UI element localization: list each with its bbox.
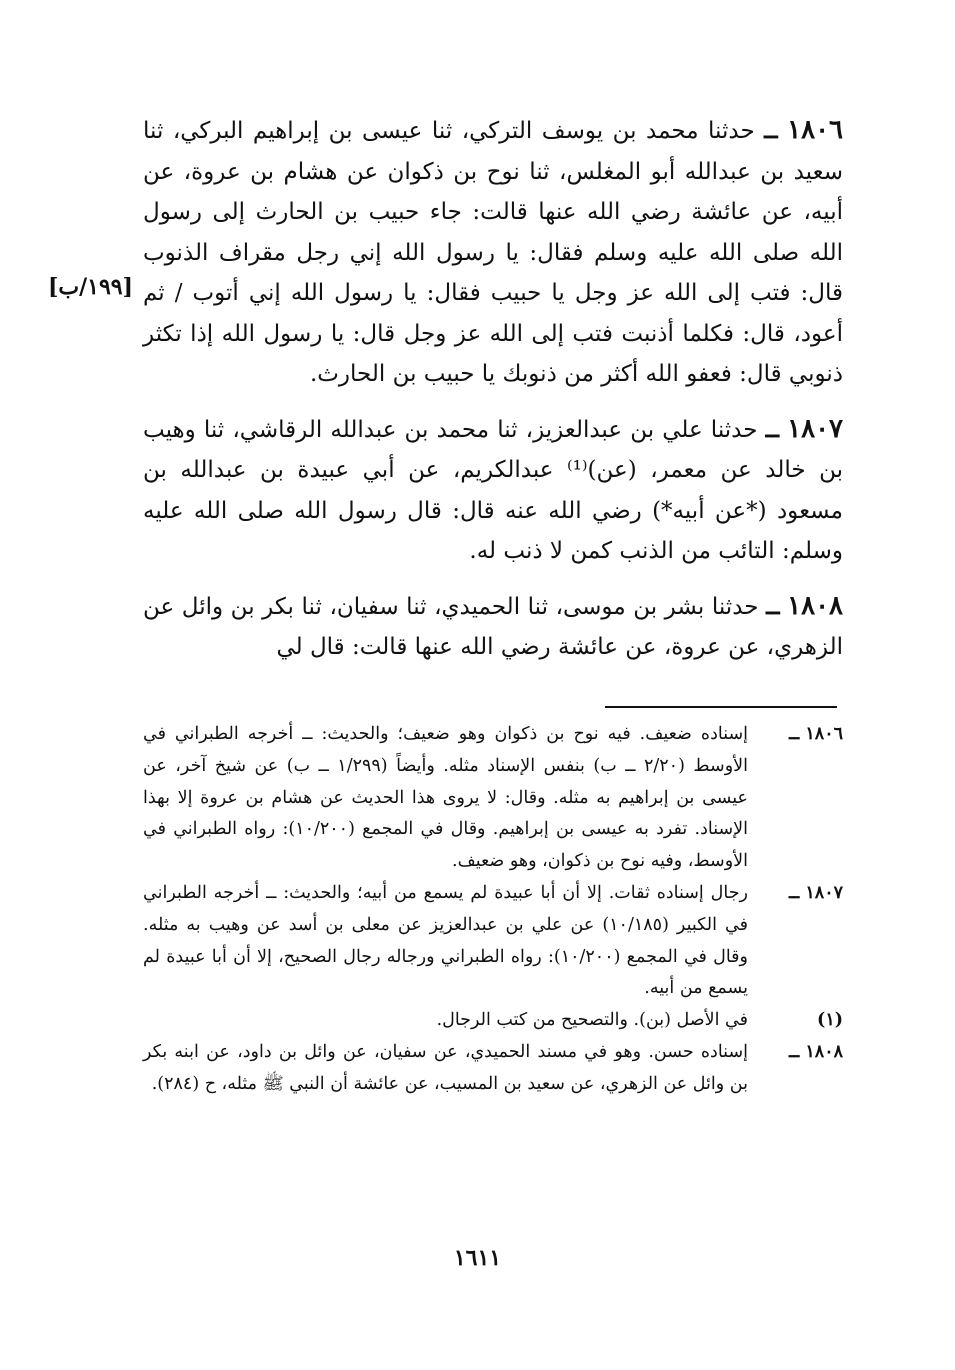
footnote-number: ١٨٠٦ ــ: [789, 724, 843, 744]
footnote-number: ١٨٠٨ ــ: [789, 1041, 843, 1062]
hadith-dash: ــ: [766, 592, 780, 620]
footnote-number: ١٨٠٧ ــ: [789, 882, 843, 903]
footnote-separator: [605, 706, 837, 708]
footnotes: [143, 719, 843, 1101]
hadith-1806: [143, 110, 843, 395]
footnote-1808: [143, 1037, 843, 1101]
page-number: ١٦١١: [453, 1245, 502, 1271]
hadith-number: ١٨٠٧: [787, 413, 844, 444]
folio-mark: [١٩٩/ب]: [48, 274, 134, 300]
footnote-number: (١): [817, 1010, 843, 1031]
main-text: [143, 110, 843, 668]
hadith-1808: [143, 586, 843, 668]
hadith-dash: ــ: [764, 117, 778, 144]
footnote-text: إسناده حسن. وهو في مسند الحميدي، عن سفيان، عن وائل بن داود، عن ابنه بكر بن وائل عن الزهري، عن سعيد بن المسيب، عن عائشة أن النبي ﷺ مثله، ح (٢٨٤).: [143, 1041, 748, 1094]
footnote-text: رجال إسناده ثقات. إلا أن أبا عبيدة لم يسمع من أبيه؛ والحديث: ــ أخرجه الطبراني في الكبير (١٠/١٨٥) عن علي بن عبدالعزيز عن معلى بن أسد عن وهيب به مثله. وقال في المجمع (١٠/٢٠٠): رواه الطبراني ورجاله رجال الصحيح، إلا أن أبا عبيدة لم يسمع من أبيه.: [143, 882, 748, 999]
hadith-number: ١٨٠٦: [787, 115, 844, 145]
footnote-text: إسناده ضعيف. فيه نوح بن ذكوان وهو ضعيف؛ والحديث: ــ أخرجه الطبراني في الأوسط (٢/٢٠ ــ ب) بنفس الإسناد مثله. وأيضاً (١/٢٩٩ ــ ب) عن شيخ آخر، عن عيسى بن إبراهيم به مثله. وقال: لا يروى هذا الحديث عن هشام بن عروة إلا بهذا الإسناد. تفرد به عيسى بن إبراهيم. وقال في المجمع (١٠/٢٠٠): رواه الطبراني في الأوسط، وفيه نوح بن ذكوان، وهو ضعيف.: [143, 724, 748, 872]
hadith-number: ١٨٠٨: [787, 590, 844, 621]
footnote-text: في الأصل (بن). والتصحيح من كتب الرجال.: [436, 1010, 748, 1031]
footnote-1807: [143, 878, 843, 1005]
hadith-dash: ــ: [765, 415, 780, 443]
hadith-text: حدثنا علي بن عبدالعزيز، ثنا محمد بن عبدالله الرقاشي، ثنا وهيب بن خالد عن معمر، (عن)⁽¹⁾ عبدالكريم، عن أبي عبيدة بن عبدالله بن مسعود (*عن أبيه*) رضي الله عنه قال: قال رسول الله صلى الله عليه وسلم: التائب من الذنب كمن لا ذنب له.: [143, 416, 843, 564]
hadith-text: حدثنا بشر بن موسى، ثنا الحميدي، ثنا سفيان، ثنا بكر بن وائل عن الزهري، عن عروة، عن عائشة رضي الله عنها قالت: قال لي: [143, 593, 843, 660]
hadith-text: حدثنا محمد بن يوسف التركي، ثنا عيسى بن إبراهيم البركي، ثنا سعيد بن عبدالله أبو المغلس، ثنا نوح بن ذكوان عن هشام بن عروة، عن أبيه، عن عائشة رضي الله عنها قالت: جاء حبيب بن الحارث إلى رسول الله صلى الله عليه وسلم فقال: يا رسول الله إني رجل مقراف الذنوب قال: فتب إلى الله عز وجل يا حبيب فقال: يا رسول الله إني أتوب / ثم أعود، قال: فكلما أذنبت فتب إلى الله عز وجل قال: يا رسول الله إذا تكثر ذنوبي قال: فعفو الله أكثر من ذنوبك يا حبيب بن الحارث.: [143, 118, 843, 387]
hadith-1807: [143, 409, 843, 572]
footnote-marker-1: [143, 1005, 843, 1037]
footnote-1806: [143, 719, 843, 878]
